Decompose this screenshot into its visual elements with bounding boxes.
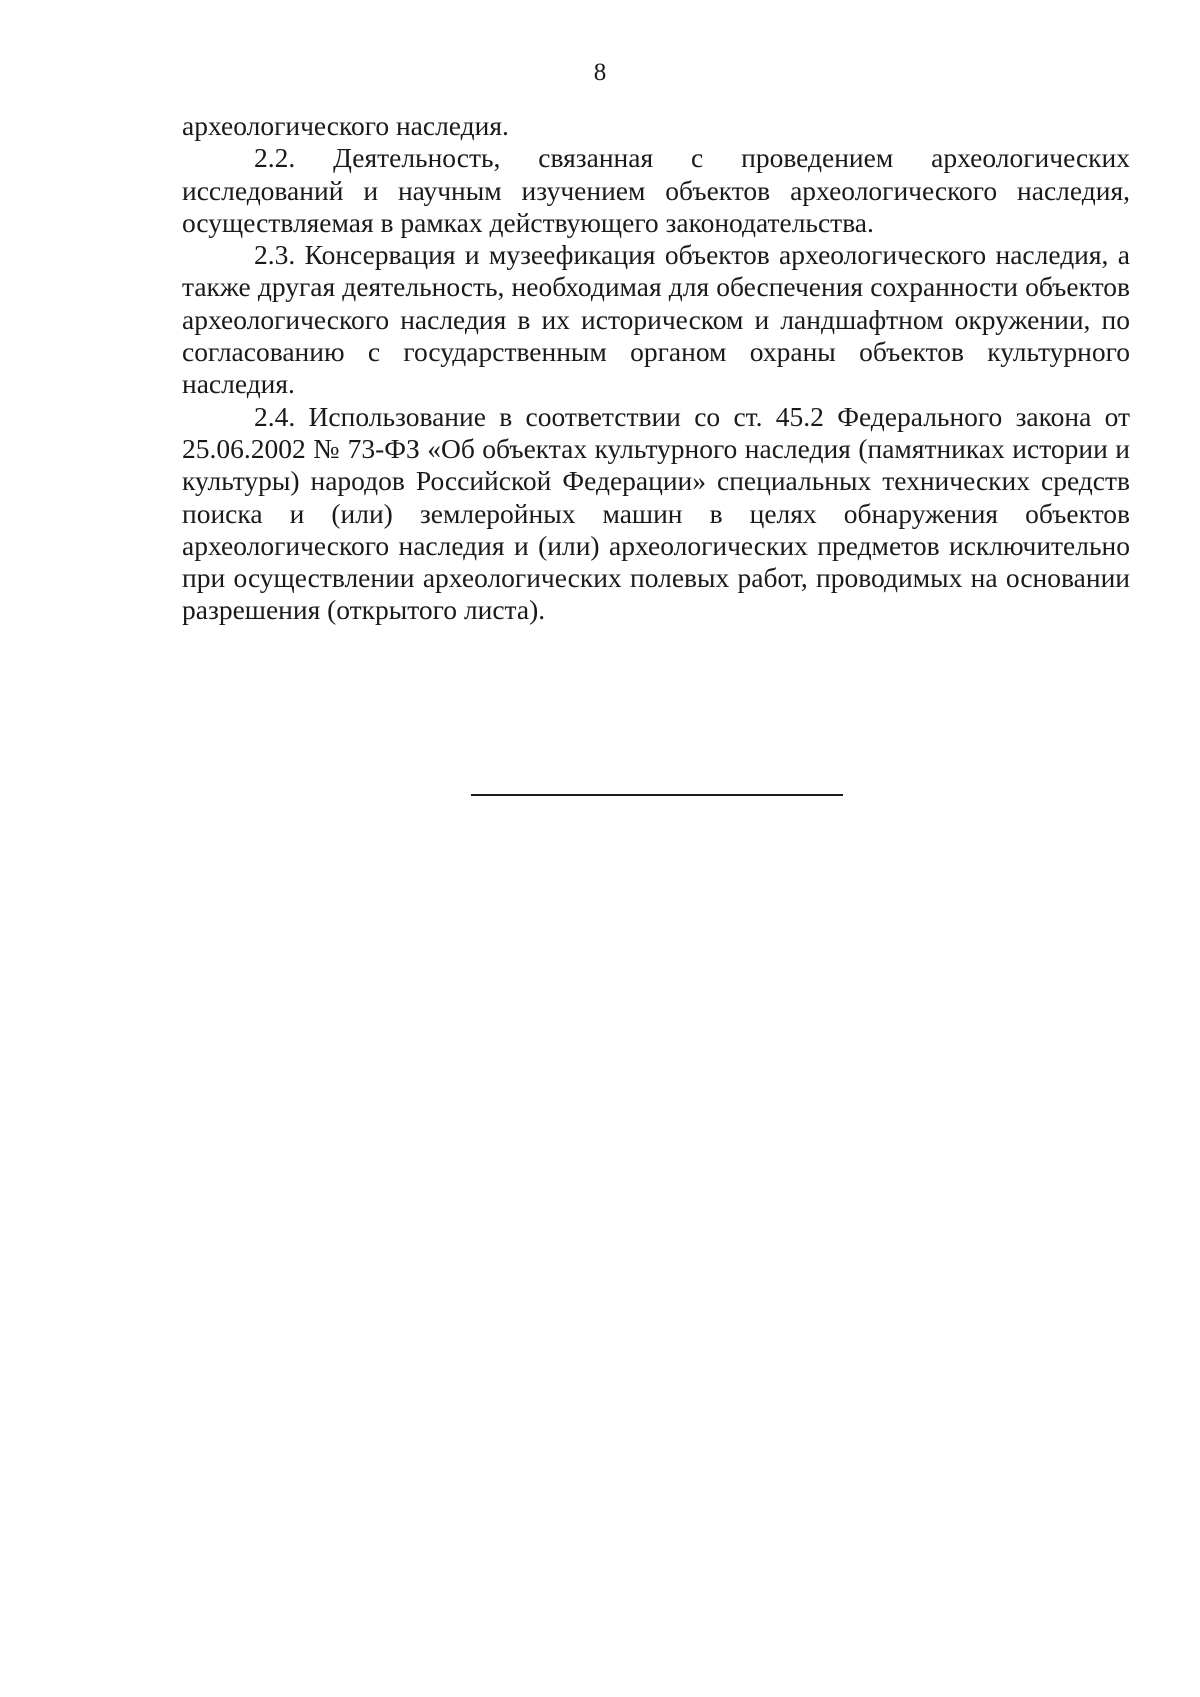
page-number: 8 xyxy=(593,59,607,86)
end-divider-line xyxy=(471,794,843,796)
paragraph-2-2: 2.2. Деятельность, связанная с проведением археологических исследований и научным изучением объектов археологического наследия, осуществляемая в рамках действующего законодательства. xyxy=(182,142,1130,238)
paragraph-continuation: археологического наследия. xyxy=(182,110,509,141)
paragraph-2-4: 2.4. Использование в соответствии со ст. 45.2 Федерального закона от 25.06.2002 № 73-ФЗ «Об объектах культурного наследия (памятниках истории и культуры) народов Российской Федерации» специальных технических средств поиска и (или) землеройных машин в целях обнаружения объектов археологического наследия и (или) археологических предметов исключительно при осуществлении археологических полевых работ, проводимых на основании разрешения (открытого листа). xyxy=(182,400,1130,626)
paragraph-2-3: 2.3. Консервация и музеефикация объектов археологического наследия, а также другая деятельность, необходимая для обеспечения сохранности объектов археологического наследия в их историческом и ландшафтном окружении, по согласованию с государственным органом охраны объектов культурного наследия. xyxy=(182,239,1130,400)
document-body xyxy=(182,110,1130,627)
